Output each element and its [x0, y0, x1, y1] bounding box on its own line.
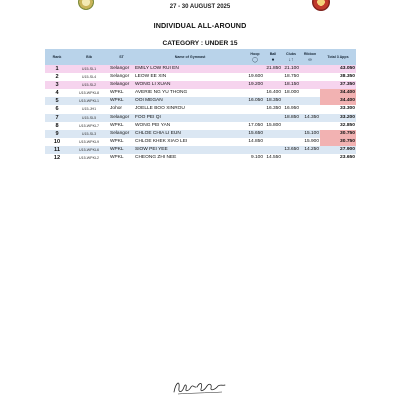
- rank-cell: 8: [55, 122, 59, 129]
- table-header-row: [45, 49, 356, 65]
- total-cell: 23.650: [340, 155, 355, 161]
- total-cell: 37.350: [340, 82, 355, 88]
- table-row: [45, 146, 356, 154]
- hoop-cell: [246, 65, 264, 73]
- bib-cell: U15-JH1: [81, 107, 97, 112]
- bib-cell: U15-SL1: [81, 67, 97, 71]
- bib-cell: U15-SL4: [81, 75, 97, 80]
- rank-cell: 1: [55, 66, 59, 72]
- ball-cell: 14.550: [266, 155, 281, 161]
- results-body: [45, 65, 356, 162]
- ribbon-cell: 14.350: [304, 114, 319, 120]
- ball-cell: 16.400: [266, 90, 281, 96]
- header-state: ST: [119, 55, 124, 59]
- hoop-cell: [246, 146, 264, 154]
- name-cell: OOI MEGAN: [135, 98, 163, 104]
- rank-cell: 4: [55, 90, 59, 97]
- hoop-cell: 16.050: [248, 98, 263, 104]
- hoop-cell: [246, 114, 264, 122]
- hoop-cell: [246, 105, 264, 113]
- total-cell: 32.850: [340, 122, 355, 128]
- bib-cell: U15-WPKL6: [79, 147, 99, 152]
- clubs-cell: 18.150: [284, 82, 299, 88]
- rank-cell: 5: [55, 98, 59, 105]
- table-row: [45, 154, 356, 162]
- state-cell: Selangor: [110, 82, 130, 88]
- rank-cell: 3: [55, 82, 59, 89]
- header-clubs-label: Clubs: [286, 52, 296, 56]
- total-cell: 33.200: [340, 114, 355, 120]
- clubs-cell: 18.000: [284, 90, 299, 96]
- header-ribbon-label: Ribbon: [303, 52, 317, 56]
- bib-cell: U15-WPKL1: [79, 99, 99, 104]
- name-cell: EMILY LOW RUI EN: [135, 66, 179, 71]
- clubs-cell: [282, 97, 300, 105]
- table-row: [45, 73, 356, 81]
- name-cell: CHLOE CHIA LI EUN: [135, 130, 181, 136]
- total-cell: 38.350: [340, 74, 355, 80]
- total-cell: 30.750: [320, 130, 356, 138]
- ribbon-icon: ∞: [308, 57, 312, 63]
- name-cell: FOO PEI QI: [135, 114, 161, 120]
- rank-cell: 6: [55, 106, 59, 113]
- state-cell: WPKL: [110, 98, 124, 104]
- clubs-cell: [282, 122, 300, 130]
- ball-icon: ●: [271, 57, 275, 63]
- ball-cell: 18.350: [266, 98, 281, 104]
- header-hoop-label: Hoop: [250, 52, 260, 56]
- state-cell: WPKL: [110, 155, 124, 161]
- ball-cell: [264, 114, 282, 122]
- table-row: [45, 138, 356, 146]
- ribbon-cell: [300, 81, 320, 89]
- state-cell: Selangor: [110, 74, 130, 80]
- hoop-cell: [246, 89, 264, 97]
- event-name: [100, 0, 300, 1]
- hoop-cell: 15.650: [248, 130, 263, 136]
- clubs-cell: [282, 138, 300, 146]
- name-cell: WONG PEI YAN: [135, 122, 171, 128]
- ball-cell: [264, 73, 282, 81]
- bib-cell: U15-SL5: [81, 115, 97, 120]
- total-cell: 27.900: [340, 146, 355, 152]
- ribbon-cell: [300, 97, 320, 105]
- ribbon-cell: [300, 105, 320, 113]
- table-row: [45, 105, 356, 113]
- rank-cell: 10: [53, 138, 61, 145]
- document-header: [0, 0, 400, 14]
- state-cell: WPKL: [110, 146, 124, 152]
- table-row: [45, 122, 356, 130]
- category-title: CATEGORY : UNDER 15: [162, 40, 238, 47]
- rank-cell: 2: [55, 74, 59, 81]
- state-cell: Selangor: [110, 66, 130, 71]
- ribbon-cell: [300, 122, 320, 130]
- signature-image: [170, 378, 230, 396]
- header-ball-label: Ball: [269, 52, 277, 56]
- name-cell: CHLOE KHEK XIAO LEI: [135, 138, 188, 144]
- name-cell: SIOW PEI YEE: [135, 146, 168, 152]
- clubs-cell: [282, 130, 300, 138]
- hoop-icon: ◯: [252, 57, 258, 63]
- header-hoop: [246, 49, 264, 65]
- ball-cell: 15.800: [266, 122, 281, 128]
- ribbon-cell: [300, 65, 320, 73]
- state-cell: Selangor: [110, 130, 130, 136]
- rank-cell: 7: [55, 114, 59, 121]
- total-cell: 30.750: [320, 138, 356, 146]
- name-cell: CHEONG ZHI NEE: [135, 155, 177, 161]
- results-table: [45, 49, 356, 162]
- ribbon-cell: [300, 154, 320, 162]
- table-row: [45, 97, 356, 105]
- bib-cell: U15-WPKL9: [79, 139, 99, 144]
- table-row: [45, 81, 356, 89]
- clubs-icon: ↓↑: [288, 57, 294, 63]
- ball-cell: [264, 146, 282, 154]
- event-crest-left-logo: [78, 0, 94, 10]
- ball-cell: [264, 130, 282, 138]
- header-bib: Bib: [86, 55, 92, 59]
- name-cell: JOELLE BOO XINROU: [135, 106, 185, 112]
- ball-cell: 21.850: [266, 66, 281, 71]
- state-cell: WPKL: [110, 122, 124, 128]
- rank-cell: 9: [55, 130, 59, 137]
- ribbon-cell: 15.100: [304, 130, 319, 136]
- table-row: [45, 65, 356, 73]
- state-cell: WPKL: [110, 138, 124, 144]
- ribbon-cell: [300, 73, 320, 81]
- total-cell: 43.050: [340, 66, 355, 71]
- name-cell: WONG LI XUAN: [135, 82, 171, 88]
- bib-cell: U15-WPKL8: [79, 91, 99, 96]
- header-clubs: [282, 49, 300, 65]
- table-row: [45, 130, 356, 138]
- clubs-cell: 13.650: [284, 146, 299, 152]
- hoop-cell: 9.100: [250, 155, 263, 161]
- ribbon-cell: [300, 89, 320, 97]
- bib-cell: U15-WPKL7: [79, 123, 99, 128]
- hoop-cell: 19.600: [248, 74, 263, 80]
- clubs-cell: 18.750: [284, 74, 299, 80]
- table-row: [45, 114, 356, 122]
- table-row: [45, 89, 356, 97]
- document-title: INDIVIDUAL ALL-AROUND: [153, 21, 247, 30]
- header-ball: [264, 49, 282, 65]
- header-name: Name of Gymnast: [174, 55, 206, 59]
- ribbon-cell: 15.900: [304, 138, 319, 144]
- event-crest-right-logo: [312, 0, 330, 11]
- total-cell: 33.300: [340, 106, 355, 112]
- clubs-cell: 21.100: [284, 66, 299, 71]
- hoop-cell: 19.200: [248, 82, 263, 88]
- ball-cell: 16.350: [266, 106, 281, 112]
- rank-cell: 11: [54, 146, 60, 153]
- name-cell: AVERIE NG YU THONG: [135, 90, 188, 96]
- state-cell: WPKL: [110, 90, 124, 96]
- header-rank: Rank: [52, 55, 62, 59]
- event-date: 27 - 30 AUGUST 2025: [169, 4, 231, 10]
- ribbon-cell: 14.250: [304, 146, 319, 152]
- ball-cell: [264, 138, 282, 146]
- hoop-cell: 14.850: [248, 138, 263, 144]
- total-cell: 34.400: [320, 89, 356, 97]
- clubs-cell: 16.950: [284, 106, 299, 112]
- rank-cell: 12: [53, 155, 61, 162]
- name-cell: LEOW EE XIN: [135, 74, 167, 80]
- clubs-cell: 18.850: [284, 114, 299, 120]
- clubs-cell: [282, 154, 300, 162]
- header-ribbon: [300, 49, 320, 65]
- hoop-cell: 17.050: [248, 122, 263, 128]
- bib-cell: U15-SL2: [81, 83, 97, 88]
- header-total: Total 3 Apps: [327, 55, 349, 59]
- state-cell: Selangor: [110, 114, 130, 120]
- state-cell: Johor: [110, 106, 122, 112]
- ball-cell: [264, 81, 282, 89]
- bib-cell: U15-SL3: [81, 131, 97, 136]
- bib-cell: U15-WPKL2: [79, 156, 99, 161]
- total-cell: 34.400: [320, 97, 356, 105]
